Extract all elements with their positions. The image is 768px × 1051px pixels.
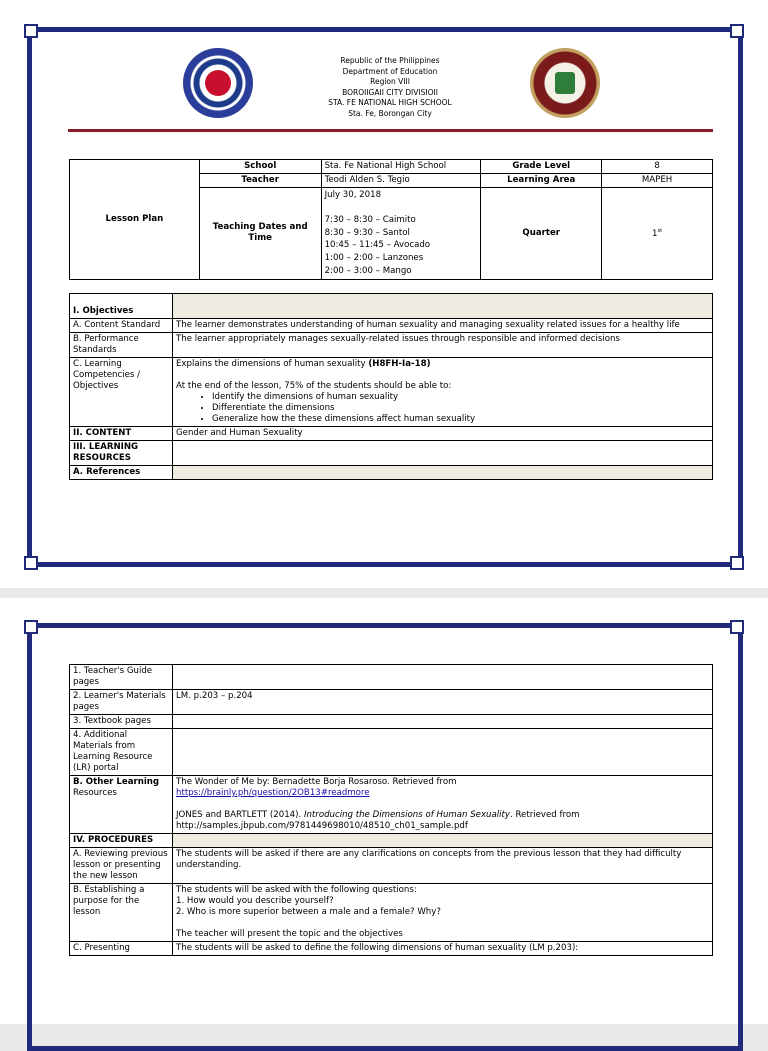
border-corner <box>730 24 744 38</box>
teaching-dates-value <box>321 188 481 280</box>
letterhead-line: STA. FE NATIONAL HIGH SCHOOL <box>328 98 452 107</box>
presenting-value: The students will be asked to define the following dimensions of human sexuality (LM p.203): <box>173 942 713 956</box>
procedures-label: IV. PROCEDURES <box>70 834 173 848</box>
objectives-table <box>69 293 713 480</box>
grade-level-value: 8 <box>602 160 713 174</box>
learners-materials-label: 2. Learner's Materials pages <box>70 690 173 715</box>
brainly-link[interactable]: https://brainly.ph/question/2OB13#readmore <box>176 788 370 798</box>
other-resources-label-rest: Resources <box>73 788 117 798</box>
reference-2 <box>176 810 709 821</box>
resources-procedures-table <box>69 664 713 956</box>
letterhead-line: Department of Education <box>342 66 438 76</box>
border-corner <box>24 24 38 38</box>
teacher-label: Teacher <box>199 174 321 188</box>
border-corner <box>24 556 38 570</box>
reference-2-url: http://samples.jbpub.com/9781449698010/48510_ch01_sample.pdf <box>176 821 468 831</box>
border-corner <box>24 620 38 634</box>
procedures-shaded-cell <box>173 834 713 848</box>
additional-materials-value <box>173 729 713 776</box>
objective-item: • Identify the dimensions of human sexuality <box>212 392 709 403</box>
teacher-value: Teodi Alden S. Tegio <box>321 174 481 188</box>
competency-line <box>176 359 709 370</box>
competency-code: (H8FH-Ia-18) <box>368 359 431 369</box>
competencies-label: C. Learning Competencies / Objectives <box>70 358 173 427</box>
header-divider <box>68 129 713 132</box>
page-2 <box>0 598 768 1024</box>
schedule-line: 7:30 – 8:30 – Caimito <box>324 214 416 225</box>
schedule-line: 2:00 – 3:00 – Mango <box>324 265 412 276</box>
lesson-plan-label: Lesson Plan <box>70 160 200 280</box>
lesson-info-table <box>69 159 713 280</box>
letterhead-line: Region VIII <box>370 77 410 86</box>
textbook-value <box>173 715 713 729</box>
competency-text: Explains the dimensions of human sexuality <box>176 359 369 369</box>
learning-area-label: Learning Area <box>481 174 602 188</box>
content-label: II. CONTENT <box>70 427 173 441</box>
teachers-guide-value <box>173 665 713 690</box>
teachers-guide-label: 1. Teacher's Guide pages <box>70 665 173 690</box>
other-resources-label <box>70 776 173 834</box>
presenting-label: C. Presenting <box>70 942 173 956</box>
schedule-line: 8:30 – 9:30 – Santol <box>324 227 410 238</box>
reference-2-title: Introducing the Dimensions of Human Sexuality <box>303 810 510 820</box>
purpose-line <box>176 918 709 929</box>
reference-2-suffix: . Retrieved from <box>509 810 580 820</box>
performance-standard-label: B. Performance Standards <box>70 333 173 358</box>
quarter-suffix: st <box>657 228 663 235</box>
content-standard-label: A. Content Standard <box>70 319 173 333</box>
school-value: Sta. Fe National High School <box>321 160 481 174</box>
purpose-line: The students will be asked with the following questions: <box>176 885 417 895</box>
reference-1: The Wonder of Me by: Bernadette Borja Rosaroso. Retrieved from <box>176 777 457 787</box>
date-line <box>325 202 478 214</box>
border-corner <box>730 556 744 570</box>
objective-item: • Differentiate the dimensions <box>212 403 709 414</box>
purpose-label: B. Establishing a purpose for the lesson <box>70 884 173 942</box>
letterhead-line: Republic of the Philippines <box>340 56 440 65</box>
learners-materials-value: LM. p.203 – p.204 <box>173 690 713 715</box>
reviewing-value: The students will be asked if there are any clarifications on concepts from the previous lesson that they had difficulty understanding. <box>173 848 713 884</box>
objectives-shaded-cell <box>173 294 713 319</box>
grade-level-label: Grade Level <box>481 160 602 174</box>
objective-item: • Generalize how the these dimensions affect human sexuality <box>212 414 709 425</box>
performance-standard-value: The learner appropriately manages sexually-related issues through responsible and informed decisions <box>173 333 713 358</box>
content-value: Gender and Human Sexuality <box>173 427 713 441</box>
competency-intro: At the end of the lesson, 75% of the students should be able to: <box>176 381 452 391</box>
learning-resources-value <box>173 441 713 466</box>
textbook-label: 3. Textbook pages <box>70 715 173 729</box>
learning-area-value: MAPEH <box>602 174 713 188</box>
quarter-label: Quarter <box>481 188 602 280</box>
purpose-line: 1. How would you describe yourself? <box>176 896 334 906</box>
objectives-heading: I. Objectives <box>70 294 173 319</box>
competencies-value <box>173 358 713 427</box>
objective-list <box>176 392 709 425</box>
other-resources-value <box>173 776 713 834</box>
reference-2-author: JONES and BARTLETT (2014). <box>176 810 304 820</box>
content-standard-value: The learner demonstrates understanding of human sexuality and managing sexuality related issues for a healthy life <box>173 319 713 333</box>
quarter-number: 1 <box>652 229 658 240</box>
school-label: School <box>199 160 321 174</box>
reviewing-label: A. Reviewing previous lesson or presenting the new lesson <box>70 848 173 884</box>
letterhead <box>290 56 490 119</box>
purpose-line: The teacher will present the topic and the objectives <box>176 929 403 939</box>
teaching-dates-label: Teaching Dates and Time <box>199 188 321 280</box>
learning-resources-label: III. LEARNING RESOURCES <box>70 441 173 466</box>
references-label: A. References <box>70 466 173 480</box>
purpose-line: 2. Who is more superior between a male and a female? Why? <box>176 907 441 917</box>
references-shaded-cell <box>173 466 713 480</box>
school-seal-icon <box>530 48 600 118</box>
letterhead-line: BOROIIGAII CITY DIVISIOII <box>342 87 438 97</box>
deped-seal-icon <box>183 48 253 118</box>
quarter-value <box>602 188 713 280</box>
border-corner <box>730 620 744 634</box>
purpose-value <box>173 884 713 942</box>
schedule-line: 1:00 – 2:00 – Lanzones <box>324 253 424 264</box>
letterhead-line: Sta. Fe, Borongan City <box>348 108 432 118</box>
date-line: July 30, 2018 <box>324 190 382 200</box>
additional-materials-label: 4. Additional Materials from Learning Resource (LR) portal <box>70 729 173 776</box>
other-resources-label-bold: B. Other Learning <box>73 777 160 787</box>
schedule-line: 10:45 – 11:45 – Avocado <box>324 240 431 251</box>
